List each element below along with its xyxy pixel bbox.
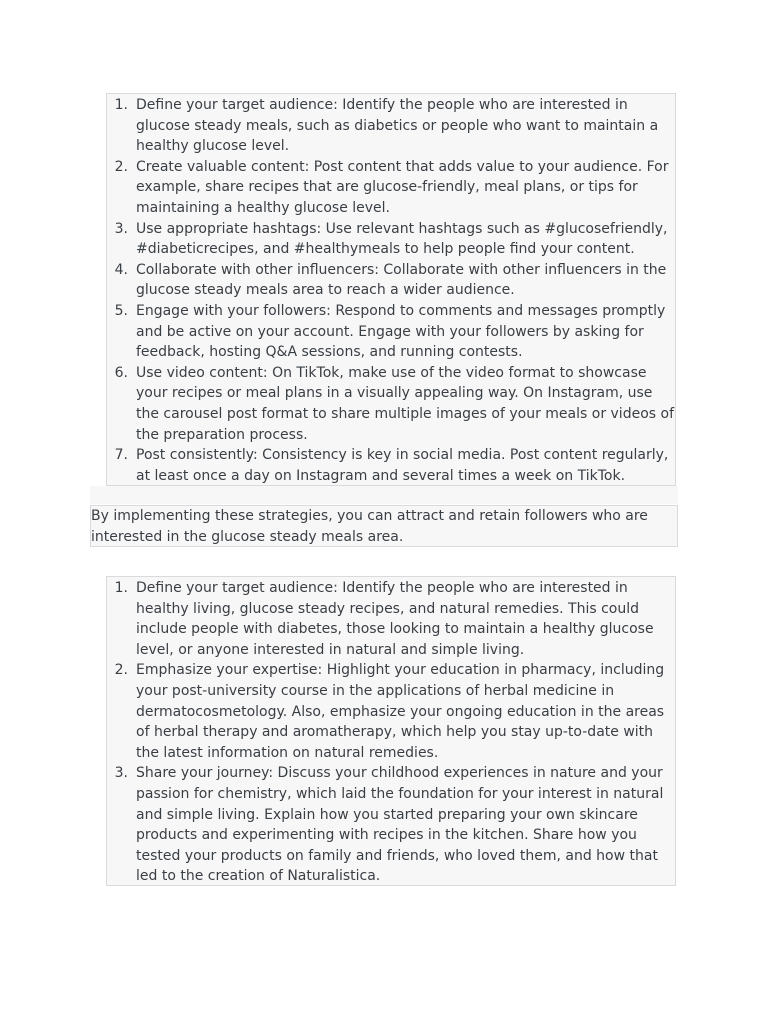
list-item-text: Use appropriate hashtags: Use relevant hashtags such as #glucosefriendly, #diabeticrecipes, and #healthymeals to help people find your content. bbox=[136, 220, 668, 258]
strategy-list-box bbox=[106, 93, 676, 486]
list-number: 1. bbox=[114, 97, 128, 113]
list-item bbox=[107, 301, 675, 363]
list-item bbox=[107, 660, 675, 763]
list-item-text: Use video content: On TikTok, make use of the video format to showcase your recipes or meal plans in a visually appealing way. On Instagram, use the carousel post format to share multiple images of your meals or videos of the preparation process. bbox=[136, 364, 675, 443]
list-number: 5. bbox=[114, 302, 128, 319]
list-item-text: Define your target audience: Identify the people who are interested in glucose steady meals, such as diabetics or people who want to maintain a healthy glucose level. bbox=[136, 97, 659, 155]
list-item bbox=[107, 363, 675, 445]
list-number: 7. bbox=[114, 447, 128, 464]
list-number: 3. bbox=[114, 765, 128, 782]
list-number: 4. bbox=[114, 261, 128, 278]
strategy-list bbox=[107, 94, 675, 486]
list-item bbox=[107, 578, 675, 660]
list-number: 3. bbox=[114, 220, 128, 237]
summary-box bbox=[90, 505, 678, 547]
list-item-text: Post consistently: Consistency is key in social media. Post content regularly, at least once a day on Instagram and several times a week on TikTok. bbox=[136, 447, 669, 484]
list-number: 1. bbox=[114, 580, 128, 596]
separator-strip bbox=[90, 486, 678, 504]
list-item bbox=[107, 95, 675, 157]
list-item-text: Collaborate with other influencers: Collaborate with other influencers in the glucose steady meals area to reach a wider audience. bbox=[136, 261, 667, 299]
list-item-text: Engage with your followers: Respond to comments and messages promptly and be active on your account. Engage with your followers by asking for feedback, hosting Q&A sessions, and running contests. bbox=[136, 302, 666, 361]
list-item bbox=[107, 260, 675, 301]
list-item-text: Share your journey: Discuss your childhood experiences in nature and your passion for chemistry, which laid the foundation for your interest in natural and simple living. Explain how you started preparing your own skincare products and experimenting with recipes in the kitchen. Share how you tested your products on family and friends, who loved them, and how that led to the creation of Naturalistica. bbox=[136, 765, 664, 885]
list-item-text: Emphasize your expertise: Highlight your education in pharmacy, including your post-university course in the applications of herbal medicine in dermatocosmetology. Also, emphasize your ongoing education in the areas of herbal therapy and aromatherapy, which help you stay up-to-date with the latest information on natural remedies. bbox=[136, 662, 665, 761]
list-number: 2. bbox=[114, 158, 128, 175]
branding-list-box bbox=[106, 576, 676, 886]
list-item bbox=[107, 763, 675, 887]
list-item-text: Define your target audience: Identify the people who are interested in healthy living, glucose steady recipes, and natural remedies. This could include people with diabetes, those looking to maintain a healthy glucose level, or anyone interested in natural and simple living. bbox=[136, 580, 654, 658]
list-item bbox=[107, 445, 675, 486]
list-item-text: Create valuable content: Post content that adds value to your audience. For example, share recipes that are glucose-friendly, meal plans, or tips for maintaining a healthy glucose level. bbox=[136, 158, 669, 216]
list-item bbox=[107, 157, 675, 219]
list-item bbox=[107, 219, 675, 260]
list-number: 6. bbox=[114, 364, 128, 381]
summary-paragraph: By implementing these strategies, you can attract and retain followers who are interested in the glucose steady meals area. bbox=[91, 508, 648, 545]
list-number: 2. bbox=[114, 662, 128, 679]
branding-list bbox=[107, 577, 675, 887]
